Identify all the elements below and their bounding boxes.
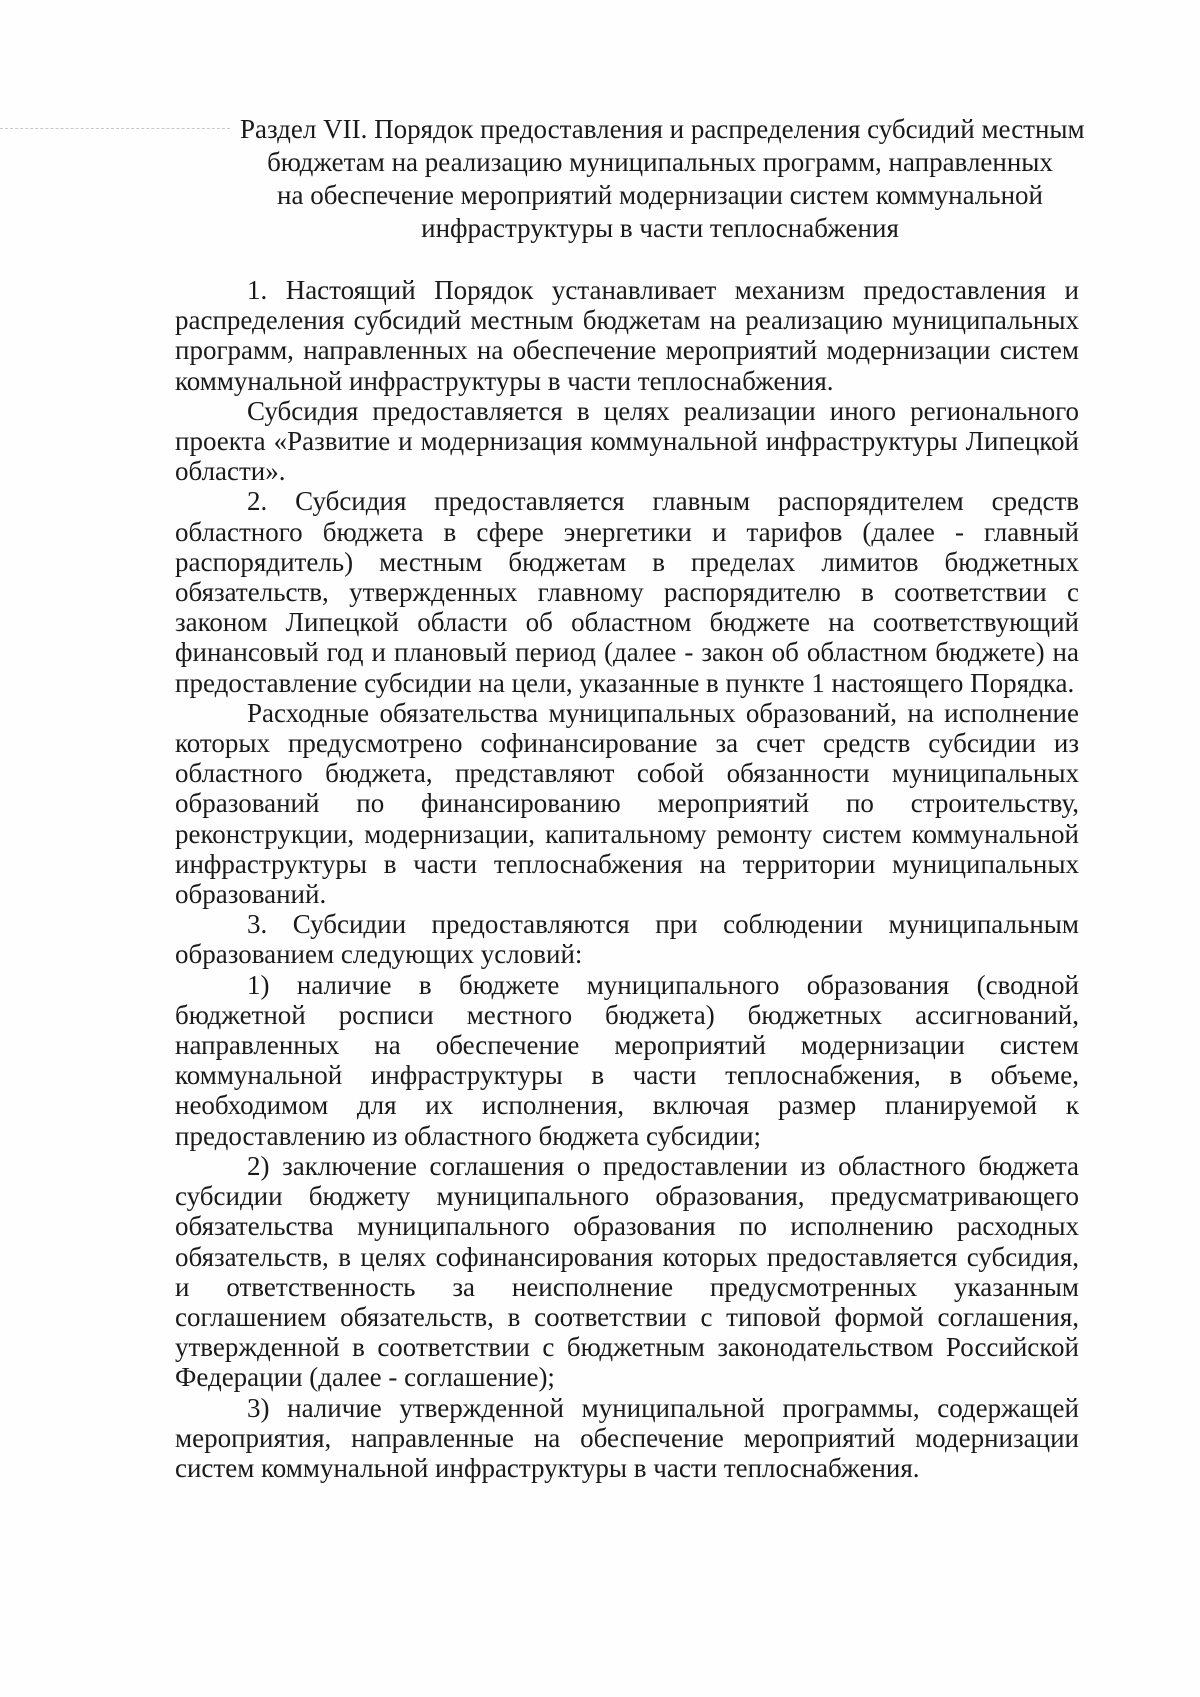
paragraph-expense-obligations: Расходные обязательства муниципальных образований, на исполнение которых предусмотрено софинансирование за счет средств субсидии из областного бюджета, представляют собой обязанности муниципальных образований по финансированию мероприятий по строительству, реконструкции, модернизации, капитальному ремонту систем коммунальной инфраструктуры в части теплоснабжения на территории муниципальных образований. bbox=[175, 697, 1079, 910]
paragraph-item-3: 3. Субсидии предоставляются при соблюдении муниципальным образованием следующих условий: bbox=[175, 909, 1079, 970]
paragraph-item-1: 1. Настоящий Порядок устанавливает механизм предоставления и распределения субсидий местным бюджетам на реализацию муниципальных программ, направленных на обеспечение мероприятий модернизации систем коммунальной инфраструктуры в части теплоснабжения. bbox=[175, 275, 1079, 396]
scan-artifact-divider bbox=[0, 128, 230, 129]
document-body bbox=[175, 275, 1079, 1483]
paragraph-condition-1: 1) наличие в бюджете муниципального образования (сводной бюджетной росписи местного бюджета) бюджетных ассигнований, направленных на обеспечение мероприятий модернизации систем коммунальной инфраструктуры в части теплоснабжения, в объеме, необходимом для их исполнения, включая размер планируемой к предоставлению из областного бюджета субсидии; bbox=[175, 969, 1079, 1151]
paragraph-subsidy-purpose: Субсидия предоставляется в целях реализации иного регионального проекта «Развитие и модернизация коммунальной инфраструктуры Липецкой области». bbox=[175, 395, 1079, 487]
section-title-line: на обеспечение мероприятий модернизации систем коммунальной bbox=[277, 180, 1043, 210]
section-title-line: инфраструктуры в части теплоснабжения bbox=[421, 213, 899, 243]
paragraph-condition-3: 3) наличие утвержденной муниципальной программы, содержащей мероприятия, направленные на обеспечение мероприятий модернизации систем коммунальной инфраструктуры в части теплоснабжения. bbox=[175, 1392, 1079, 1483]
paragraph-condition-2: 2) заключение соглашения о предоставлении из областного бюджета субсидии бюджету муниципального образования, предусматривающего обязательства муниципального образования по исполнению расходных обязательств, в целях софинансирования которых предоставляется субсидия, и ответственность за неисполнение предусмотренных указанным соглашением обязательств, в соответствии с типовой формой соглашения, утвержденной в соответствии с бюджетным законодательством Российской Федерации (далее - соглашение); bbox=[175, 1150, 1079, 1393]
paragraph-item-2: 2. Субсидия предоставляется главным распорядителем средств областного бюджета в сфере энергетики и тарифов (далее - главный распорядитель) местным бюджетам в пределах лимитов бюджетных обязательств, утвержденных главному распорядителю в соответствии с законом Липецкой области об областном бюджете на соответствующий финансовый год и плановый период (далее - закон об областном бюджете) на предоставление субсидии на цели, указанные в пункте 1 настоящего Порядка. bbox=[175, 486, 1079, 698]
section-title-line: бюджетам на реализацию муниципальных программ, направленных bbox=[267, 147, 1053, 177]
section-title-line: Раздел VII. Порядок предоставления и распределения субсидий местным bbox=[240, 114, 1085, 144]
section-title bbox=[240, 113, 1085, 245]
